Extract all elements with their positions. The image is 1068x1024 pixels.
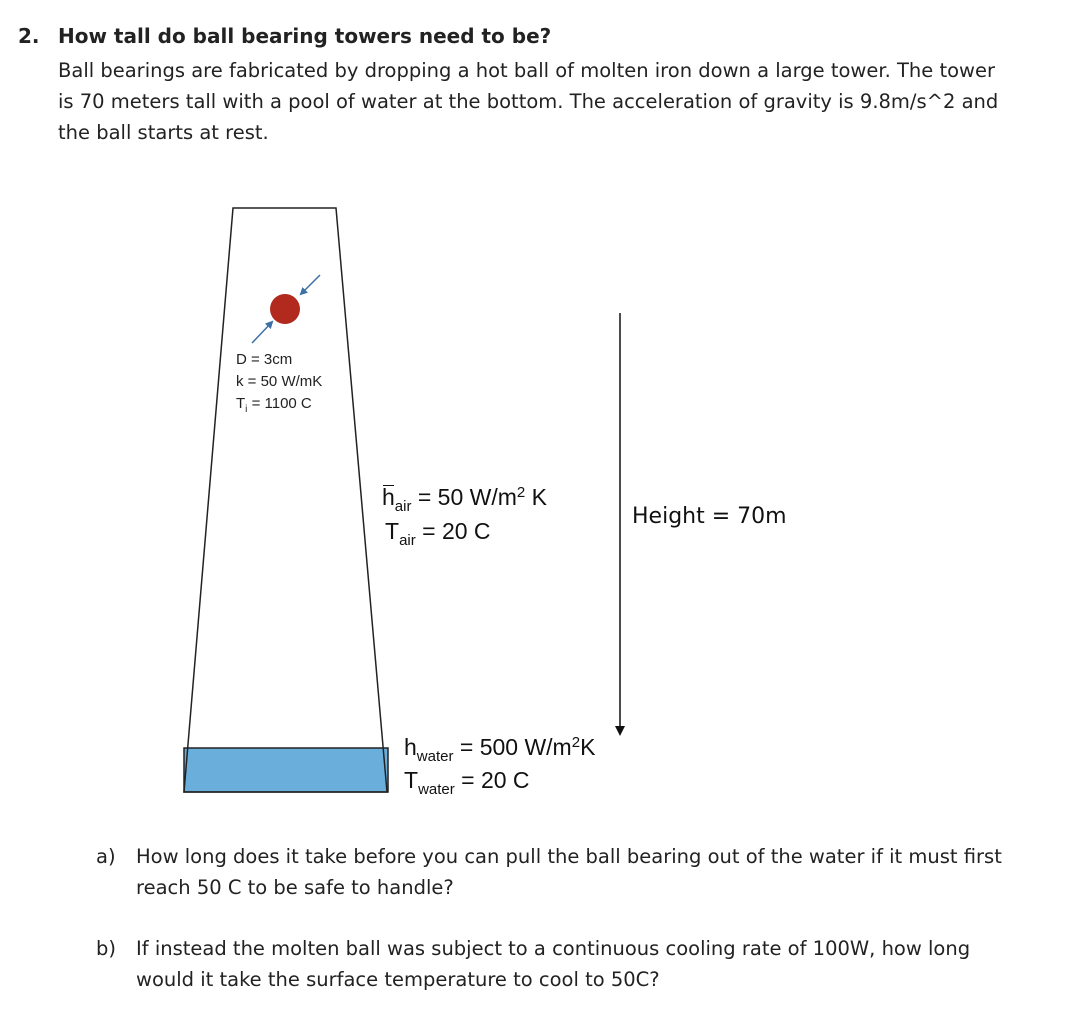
water-pool: [184, 748, 388, 792]
water-h-coefficient: $h_{water} = 500$ $W/m^2K$: [404, 734, 596, 765]
ball-conductivity: k = 50 W/mK: [236, 373, 323, 390]
intro-line: the ball starts at rest.: [58, 121, 269, 144]
air-temperature: $T_{air} = 20$ C: [385, 518, 491, 549]
intro-line: Ball bearings are fabricated by dropping a hot ball of molten iron down a large tower. The tower: [58, 59, 995, 82]
part-letter: a): [96, 845, 116, 868]
part-letter: b): [96, 937, 116, 960]
question-number: 2.: [18, 24, 40, 48]
part-text: How long does it take before you can pull the ball bearing out of the water if it must first reach 50 C to be safe to handle?: [136, 845, 1002, 899]
ball-bearing: [270, 294, 300, 324]
question-title: How tall do ball bearing towers need to be?: [58, 24, 552, 48]
ball-diameter: D = 3cm: [236, 351, 293, 368]
question-part-a: [96, 841, 1016, 905]
intro-line: is 70 meters tall with a pool of water at the bottom. The acceleration of gravity is 9.8m/s^2 and: [58, 90, 999, 113]
height-label: Height = 70m: [632, 504, 787, 529]
air-h-coefficient: $h_{air} = 50$ $W/m^2$ K: [382, 484, 547, 515]
water-temperature: $T_{water} = 20$ C: [404, 767, 530, 798]
question-part-b: [96, 933, 1016, 997]
ball-initial-temp: $T_i = 1100$ C: [236, 395, 312, 415]
part-text: If instead the molten ball was subject to a continuous cooling rate of 100W, how long would it take the surface temperature to cool to 50C?: [136, 937, 971, 991]
diameter-arrow-top: [301, 275, 320, 294]
diameter-arrow-bottom: [252, 322, 272, 343]
ball-properties: [236, 349, 322, 421]
